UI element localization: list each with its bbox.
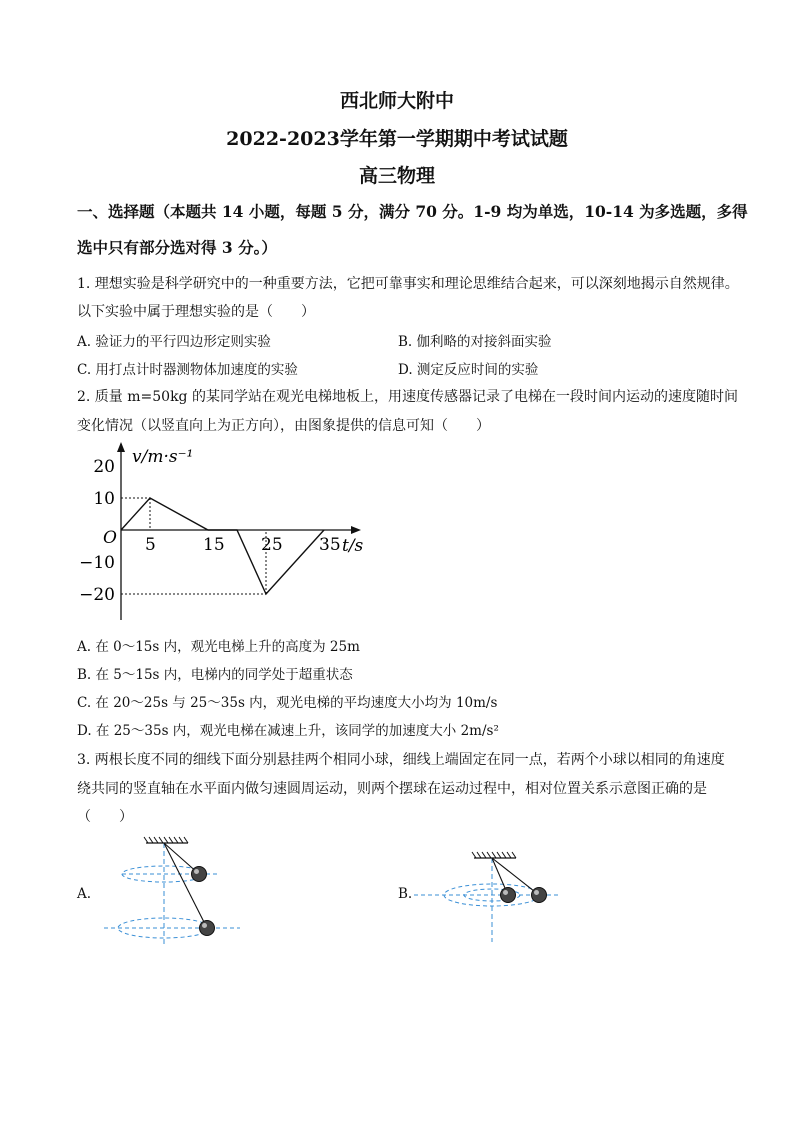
q3-stem-line3: （ ）	[77, 809, 133, 825]
q3-option-a-label: A.	[77, 886, 92, 902]
y-tick-label: 20	[93, 457, 115, 477]
q2-option-b: B. 在 5～15s 内，电梯内的同学处于超重状态	[77, 667, 353, 683]
school-title: 西北师大附中	[339, 90, 454, 112]
section-heading-line1: 一、选择题（本题共 14 小题，每题 5 分，满分 70 分。1-9 均为单选，10-14 为多选题，多得	[77, 202, 748, 221]
origin-label: O	[103, 528, 117, 548]
pendulum-diagram-b	[412, 850, 562, 945]
q1-option-d: D. 测定反应时间的实验	[398, 362, 539, 378]
exam-title: 2022-2023学年第一学期期中考试试题	[226, 128, 568, 150]
q3-option-b-label: B.	[398, 886, 413, 902]
x-tick-label: 25	[261, 535, 283, 555]
q2-option-a: A. 在 0～15s 内，观光电梯上升的高度为 25m	[77, 639, 360, 655]
y-axis-arrow	[117, 442, 125, 452]
section-heading-line2: 选中只有部分选对得 3 分。）	[77, 238, 277, 257]
q2-option-c: C. 在 20～25s 与 25～35s 内，观光电梯的平均速度大小均为 10m/s	[77, 695, 498, 711]
x-axis-label: t/s	[342, 536, 364, 556]
y-axis-label: v/m·s⁻¹	[132, 447, 194, 467]
subject-title: 高三物理	[358, 165, 435, 187]
y-tick-label: −10	[79, 553, 115, 573]
q1-option-b: B. 伽利略的对接斜面实验	[398, 334, 552, 350]
q2-option-d: D. 在 25～35s 内，观光电梯在减速上升，该同学的加速度大小 2m/s²	[77, 723, 499, 739]
ball-outer	[532, 888, 547, 903]
q3-stem-line2: 绕共同的竖直轴在水平面内做匀速圆周运动，则两个摆球在运动过程中，相对位置关系示意图正确的是	[77, 781, 707, 797]
q1-stem-line2: 以下实验中属于理想实验的是（ ）	[77, 304, 315, 320]
pendulum-diagram-a	[100, 835, 250, 950]
ball-inner	[501, 888, 516, 903]
x-axis-arrow	[351, 526, 361, 534]
velocity-time-graph	[79, 440, 385, 625]
ball-upper	[192, 867, 207, 882]
x-tick-label: 35	[319, 535, 341, 555]
x-tick-label: 5	[145, 535, 156, 555]
x-tick-label: 15	[203, 535, 225, 555]
ball-lower	[200, 921, 215, 936]
q2-stem-line2: 变化情况（以竖直向上为正方向），由图象提供的信息可知（ ）	[77, 418, 490, 434]
q1-stem-line1: 1. 理想实验是科学研究中的一种重要方法，它把可靠事实和理论思维结合起来，可以深刻地揭示自然规律。	[77, 276, 739, 292]
q2-stem-line1: 2. 质量 m=50kg 的某同学站在观光电梯地板上，用速度传感器记录了电梯在一段时间内运动的速度随时间	[77, 389, 738, 405]
q1-option-a: A. 验证力的平行四边形定则实验	[77, 334, 271, 350]
q1-option-c: C. 用打点计时器测物体加速度的实验	[77, 362, 298, 378]
q3-stem-line1: 3. 两根长度不同的细线下面分别悬挂两个相同小球，细线上端固定在同一点，若两个小球以相同的角速度	[77, 752, 725, 768]
y-tick-label: −20	[79, 585, 115, 605]
y-tick-label: 10	[93, 489, 115, 509]
